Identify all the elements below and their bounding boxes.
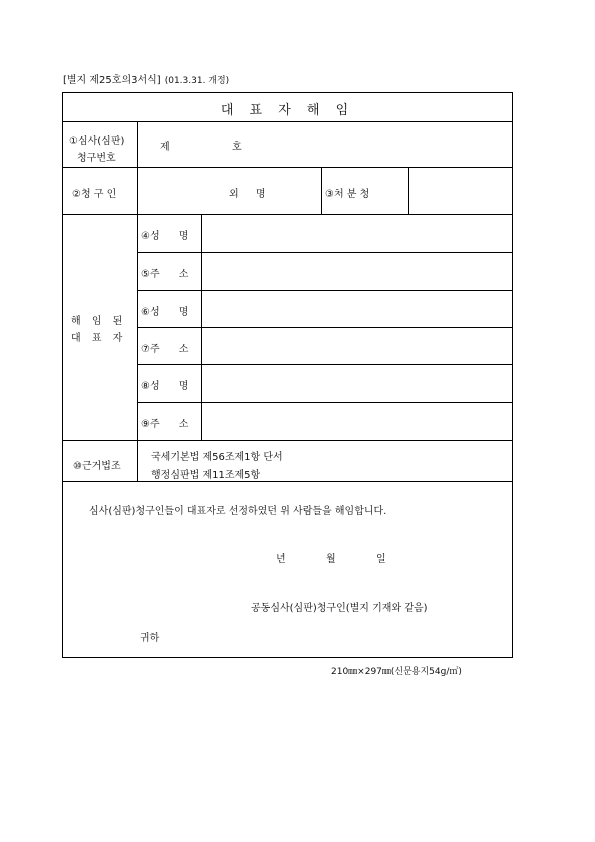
divider xyxy=(137,252,512,253)
row-label: ⑥성 명 xyxy=(141,307,189,318)
claimant-value[interactable]: 외 명 xyxy=(229,189,266,200)
legal-basis-line: 국세기본법 제56조제1항 단서 xyxy=(151,452,283,463)
request-number-label-line2: 청구번호 xyxy=(77,153,116,164)
divider xyxy=(137,402,512,403)
divider xyxy=(63,214,512,215)
request-number-label: ①심사(심판) xyxy=(69,136,125,147)
divider xyxy=(408,167,409,214)
row-label: ⑨주 소 xyxy=(141,419,189,430)
paper-spec: 210㎜×297㎜(신문용지54g/㎡) xyxy=(331,667,462,677)
form-header xyxy=(63,71,229,86)
claimant-label: ②청 구 인 xyxy=(72,189,117,200)
row-label: ⑤주 소 xyxy=(141,269,189,280)
dismissal-form xyxy=(62,92,513,658)
row-label: ④성 명 xyxy=(141,231,189,242)
form-number: [별지 제25호의3서식] xyxy=(63,75,161,86)
signatory: 공동심사(심판)청구인(별지 기재와 같음) xyxy=(251,603,428,614)
divider xyxy=(137,121,138,481)
dismissed-representative-label: 해 임 된 xyxy=(71,316,123,327)
date-year[interactable]: 년 xyxy=(276,554,286,565)
legal-basis-line: 행정심판법 제11조제5항 xyxy=(151,470,261,481)
row-label: ⑧성 명 xyxy=(141,381,189,392)
dismissed-representative-label-line2: 대 표 자 xyxy=(71,333,123,344)
legal-basis-label: ⑩근거법조 xyxy=(73,461,121,472)
divider xyxy=(63,121,512,122)
divider xyxy=(201,214,202,440)
divider xyxy=(321,167,322,214)
agency-label: ③처 분 청 xyxy=(325,189,370,200)
date-month[interactable]: 월 xyxy=(326,554,336,565)
row-label: ⑦주 소 xyxy=(141,344,189,355)
date-day[interactable]: 일 xyxy=(376,554,386,565)
divider xyxy=(137,290,512,291)
divider xyxy=(63,167,512,168)
divider xyxy=(137,327,512,328)
addressee: 귀하 xyxy=(140,633,160,644)
divider xyxy=(137,364,512,365)
request-number-suffix[interactable]: 호 xyxy=(232,142,242,153)
form-title: 대 표 자 해 임 xyxy=(220,103,355,118)
divider xyxy=(63,440,512,441)
revision-note: (01.3.31. 개정) xyxy=(164,76,230,86)
dismissal-statement: 심사(심판)청구인들이 대표자로 선정하였던 위 사람들을 해임합니다. xyxy=(89,506,387,517)
divider xyxy=(63,481,512,482)
request-number-prefix[interactable]: 제 xyxy=(160,142,170,153)
